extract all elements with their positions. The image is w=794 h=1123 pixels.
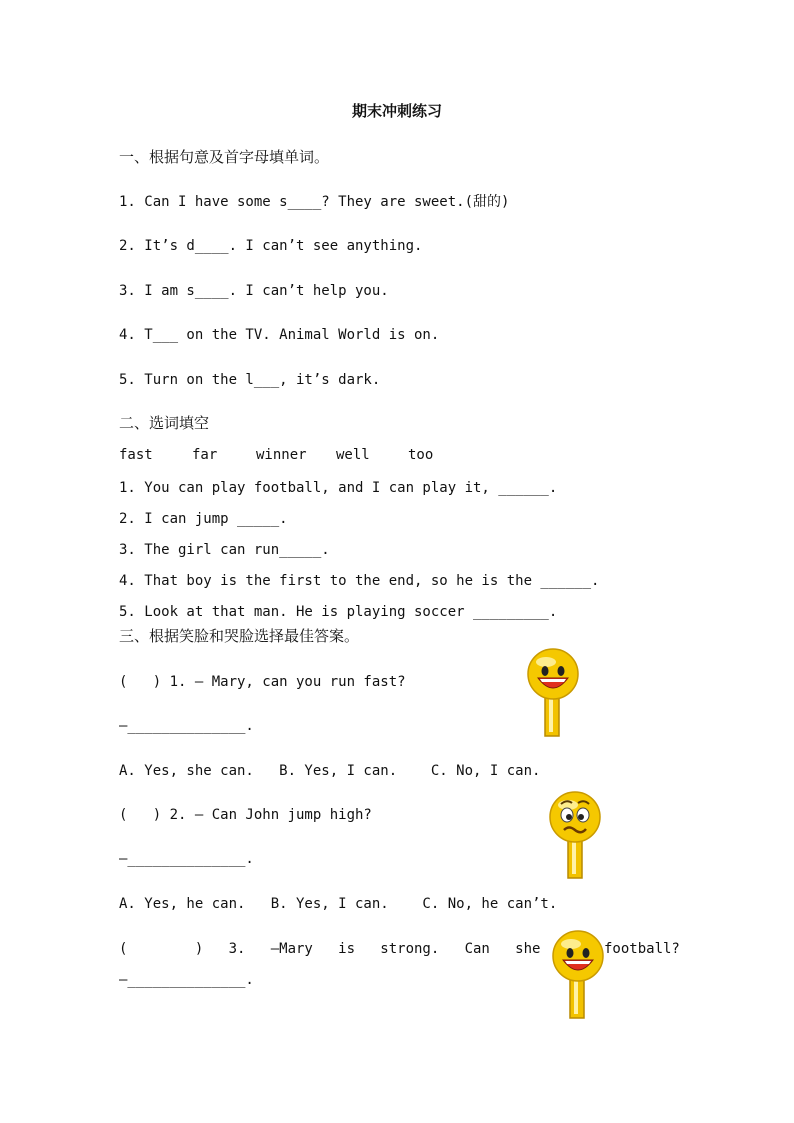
q3-answer-line: —______________. (119, 972, 254, 988)
word-bank-item: far (192, 447, 218, 463)
q1-answer-line: —______________. (119, 718, 254, 734)
word-bank-item: well (336, 447, 370, 463)
section3-heading: 三、根据笑脸和哭脸选择最佳答案。 (119, 627, 360, 645)
worried-face-icon (547, 790, 603, 880)
q3-question-tail: football? (604, 941, 680, 957)
q1-options: A. Yes, she can. B. Yes, I can. C. No, I can. (119, 763, 541, 779)
word-bank-item: fast (119, 447, 153, 463)
q3-question: ( ) 3. —Mary is strong. Can she (119, 941, 541, 957)
smiley-face-icon (526, 648, 582, 738)
section2-item-3: 3. The girl can run_____. (119, 542, 330, 558)
section2-item-4: 4. That boy is the first to the end, so he is the ______. (119, 573, 600, 589)
word-bank-item: too (408, 447, 434, 463)
q2-options: A. Yes, he can. B. Yes, I can. C. No, he can’t. (119, 896, 558, 912)
section2-item-5: 5. Look at that man. He is playing soccer _________. (119, 604, 558, 620)
section1-item-5: 5. Turn on the l___, it’s dark. (119, 372, 381, 388)
q2-answer-line: —______________. (119, 851, 254, 867)
page-title: 期末冲刺练习 (351, 102, 442, 120)
section1-item-2: 2. It’s d____. I can’t see anything. (119, 238, 423, 254)
smiley-face-icon (551, 930, 607, 1020)
q1-question: ( ) 1. — Mary, can you run fast? (119, 674, 406, 690)
section1-item-1: 1. Can I have some s____? They are sweet.(甜的) (119, 194, 510, 210)
section2-item-2: 2. I can jump _____. (119, 511, 288, 527)
section1-heading: 一、根据句意及首字母填单词。 (119, 148, 330, 166)
section2-item-1: 1. You can play football, and I can play it, ______. (119, 480, 558, 496)
section1-item-4: 4. T___ on the TV. Animal World is on. (119, 327, 440, 343)
word-bank-item: winner (256, 447, 307, 463)
section1-item-3: 3. I am s____. I can’t help you. (119, 283, 389, 299)
q2-question: ( ) 2. — Can John jump high? (119, 807, 372, 823)
section2-heading: 二、选词填空 (119, 414, 210, 432)
